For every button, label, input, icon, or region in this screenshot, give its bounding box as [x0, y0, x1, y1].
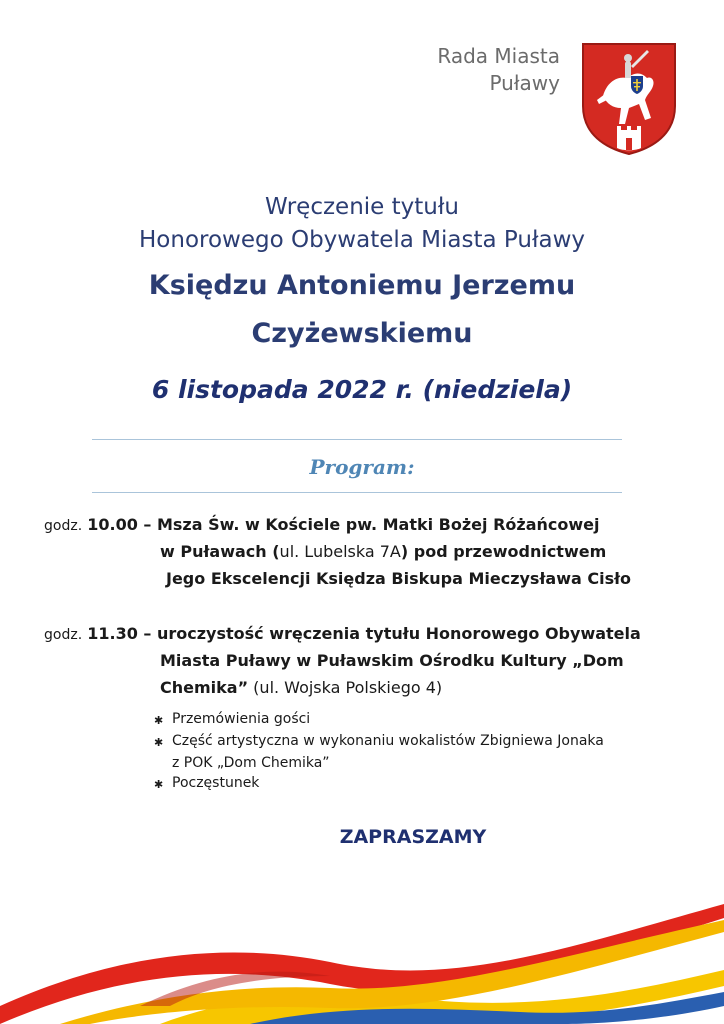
council-name-line2: Puławy: [489, 71, 560, 95]
event-date: 6 listopada 2022 r. (niedziela): [151, 375, 573, 404]
address: (ul. Wojska Polskiego 4): [248, 678, 443, 697]
time-dash: –: [137, 624, 157, 643]
council-name-line1: Rada Miasta: [437, 44, 560, 68]
venue-end: Chemika”: [160, 678, 249, 697]
program-item-2-line2: Miasta Puławy w Puławskim Ośrodku Kultury „Dom: [160, 651, 624, 670]
address: ul. Lubelska 7A: [279, 542, 401, 561]
program-item-2-line3: [160, 674, 442, 701]
program-item-1-line3: Jego Ekscelencji Księdza Biskupa Mieczysława Cisło: [166, 569, 632, 588]
list-item-continuation: [154, 753, 604, 773]
location-c: ) pod przewodnictwem: [400, 542, 607, 561]
divider-top: [92, 439, 622, 440]
program-item-1-line1: [44, 511, 599, 540]
list-item-text: Część artystyczna w wykonaniu wokalistów Zbigniewa Jonaka: [172, 733, 604, 749]
list-item: [154, 709, 604, 731]
program-bullet-list: [154, 709, 604, 795]
time-dash: –: [137, 515, 157, 534]
time-prefix: godz.: [44, 518, 83, 534]
council-name: [437, 43, 560, 97]
program-heading: Program:: [309, 455, 415, 479]
list-item-text: z POK „Dom Chemika”: [172, 755, 330, 771]
list-item: [154, 731, 604, 753]
event-time: 10.00: [87, 515, 138, 534]
decorative-waves-icon: [0, 880, 724, 1024]
program-item-2-line1: [44, 620, 641, 649]
event-description: Msza Św. w Kościele pw. Matki Bożej Różańcowej: [156, 515, 600, 534]
list-item-text: Poczęstunek: [172, 775, 260, 791]
list-item: [154, 773, 604, 795]
asterisk-icon: ✱: [154, 736, 164, 749]
invitation-text: ZAPRASZAMY: [339, 826, 487, 848]
honoree-name-line1: Księdzu Antoniemu Jerzemu: [148, 270, 576, 301]
subtitle-line2: Honorowego Obywatela Miasta Puławy: [139, 227, 585, 253]
time-prefix: godz.: [44, 627, 83, 643]
program-item-1-line2: [160, 538, 606, 565]
location-a: w Puławach (: [160, 542, 280, 561]
subtitle-line1: Wręczenie tytułu: [265, 194, 459, 220]
event-description: uroczystość wręczenia tytułu Honorowego Obywatela: [156, 624, 641, 643]
pulawy-coat-of-arms-icon: [581, 42, 677, 156]
list-item-text: Przemówienia gości: [172, 711, 311, 727]
honoree-name-line2: Czyżewskiemu: [251, 318, 473, 349]
event-time: 11.30: [87, 624, 138, 643]
asterisk-icon: ✱: [154, 778, 164, 791]
asterisk-icon: ✱: [154, 714, 164, 727]
divider-bottom: [92, 492, 622, 493]
